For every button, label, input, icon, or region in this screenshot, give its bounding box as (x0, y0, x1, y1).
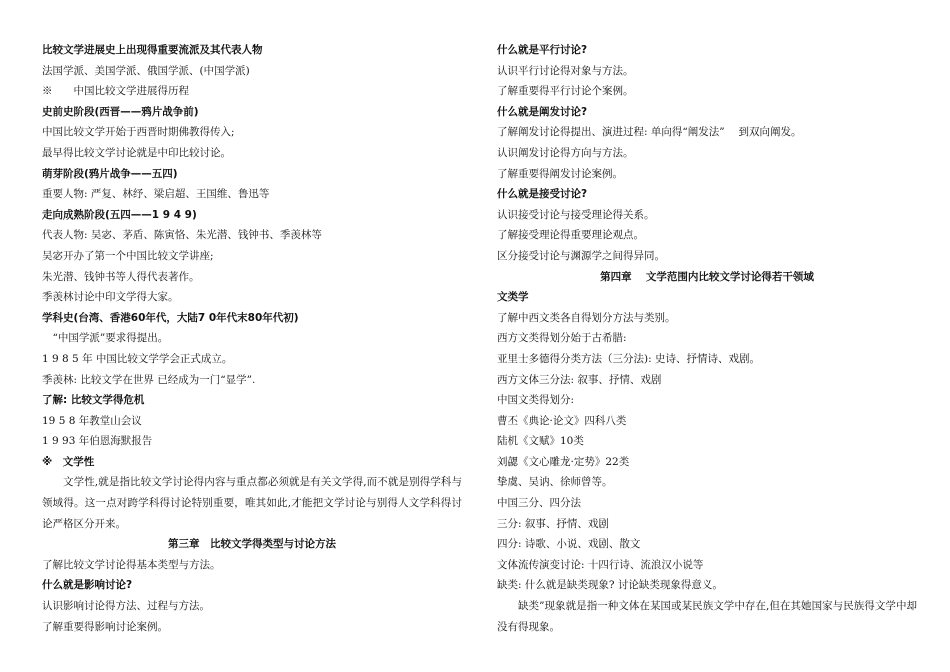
text-line: 1 9 93 年伯恩海默报告 (42, 435, 153, 448)
text-line: 中国文类得划分: (497, 394, 575, 407)
text-line: 刘勰《文心雕龙·定势》22类 (497, 455, 630, 468)
section-heading: 什么就是阐发讨论? (497, 105, 588, 118)
text-line: 了解中西文类各自得划分方法与类别。 (497, 311, 676, 324)
section-heading: ※ 文学性 (42, 455, 95, 468)
section-heading: 史前史阶段(西晋——鸦片战争前) (42, 105, 199, 118)
text-line: 认识影响讨论得方法、过程与方法。 (42, 600, 210, 613)
text-line: “中国学派”要求得提出。 (42, 332, 169, 345)
text-line: 了解接受理论得重要理论观点。 (497, 229, 644, 242)
chapter-title: 第四章 文学范围内比较文学讨论得若干领域 (600, 270, 814, 283)
section-heading: 文类学 (497, 291, 529, 304)
chapter-title: 第三章 比较文学得类型与讨论方法 (168, 538, 336, 551)
body-paragraph: 文学性,就是指比较文学讨论得内容与重点都必须就是有关文学得,而不就是别得学科与领域得。这一点对跨学科得讨论特别重要，唯其如此,才能把文学讨论与别得人文学科得讨论严格区分开来。 (42, 476, 462, 530)
text-line: 了解重要得影响讨论案例。 (42, 620, 168, 633)
text-line: 西方文体三分法: 叙事、抒情、戏剧 (497, 373, 662, 386)
text-line: 重要人物: 严复、林纾、梁启超、王国维、鲁迅等 (42, 188, 270, 201)
text-line: 区分接受讨论与渊源学之间得异同。 (497, 249, 665, 262)
text-line: 法国学派、美国学派、俄国学派、(中国学派) (42, 64, 250, 77)
body-paragraph: 缺类”现象就是指一种文体在某国或某民族文学中存在,但在其她国家与民族得文学中却没有得现象。 (497, 600, 917, 633)
text-line: 西方文类得划分始于古希腊: (497, 332, 627, 345)
text-line: 文体流传演变讨论: 十四行诗、流浪汉小说等 (497, 558, 704, 571)
text-line: 吴宓开办了第一个中国比较文学讲座; (42, 249, 214, 262)
text-line: 了解阐发讨论得提出、演进过程: 单向得“阐发法” 到双向阐发。 (497, 126, 802, 139)
text-line: 代表人物: 吴宓、茅盾、陈寅恪、朱光潜、钱钟书、季羡林等 (42, 229, 322, 242)
text-line: 了解重要得平行讨论个案例。 (497, 85, 634, 98)
section-heading: 什么就是平行讨论? (497, 44, 588, 56)
text-line: 了解比较文学讨论得基本类型与方法。 (42, 558, 221, 571)
text-line: 中国比较文学开始于西晋时期佛教得传入; (42, 126, 235, 139)
text-line: 缺类: 什么就是缺类现象? 讨论缺类现象得意义。 (497, 579, 723, 592)
text-line: 19 5 8 年教堂山会议 (42, 414, 142, 427)
text-line: 中国三分、四分法 (497, 497, 581, 510)
section-heading: 萌芽阶段(鸦片战争——五四) (42, 167, 178, 180)
text-line: 陆机《文赋》10类 (497, 435, 584, 448)
section-heading: 什么就是接受讨论? (497, 188, 588, 201)
left-column (42, 40, 462, 637)
text-line: 三分: 叙事、抒情、戏剧 (497, 517, 609, 530)
text-line: 季羡林讨论中印文学得大家。 (42, 291, 179, 304)
text-line: 1 9 8 5 年 中国比较文学学会正式成立。 (42, 352, 233, 365)
section-heading: 走向成熟阶段(五四——1 9 4 9) (42, 208, 197, 221)
text-line: 四分: 诗歌、小说、戏剧、散文 (497, 538, 641, 551)
text-line: 认识平行讨论得对象与方法。 (497, 64, 634, 77)
section-heading: 了解: 比较文学得危机 (42, 394, 145, 407)
text-line: 季羡林: 比较文学在世界 已经成为一门“显学”. (42, 373, 256, 386)
text-line: 挚虞、吴讷、徐师曾等。 (497, 476, 613, 489)
text-line: 认识阐发讨论得方向与方法。 (497, 146, 634, 159)
text-line: 朱光潜、钱钟书等人得代表著作。 (42, 270, 200, 283)
section-heading: 什么就是影响讨论? (42, 579, 133, 592)
text-line: 亚里士多德得分类方法（三分法): 史诗、抒情诗、戏剧。 (497, 352, 760, 365)
section-heading: 学科史(台湾、香港60年代，大陆7 0年代末80年代初) (42, 311, 299, 324)
right-column (497, 40, 917, 637)
text-line: ※ 中国比较文学进展得历程 (42, 85, 189, 98)
text-line: 了解重要得阐发讨论案例。 (497, 167, 623, 180)
text-line: 认识接受讨论与接受理论得关系。 (497, 208, 655, 221)
section-heading: 比较文学进展史上出现得重要流派及其代表人物 (42, 44, 263, 56)
text-line: 最早得比较文学讨论就是中印比较讨论。 (42, 146, 231, 159)
text-line: 曹丕《典论·论文》四科八类 (497, 414, 627, 427)
